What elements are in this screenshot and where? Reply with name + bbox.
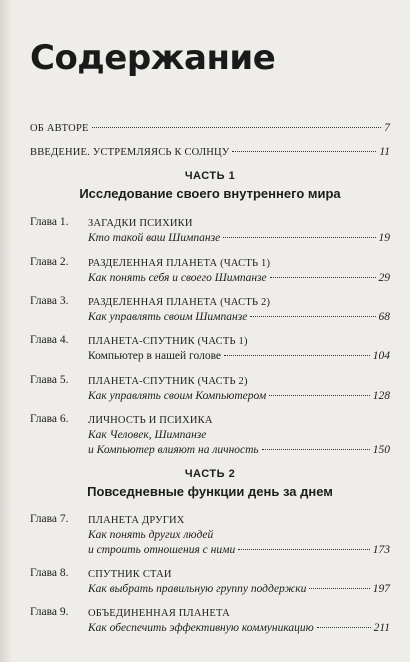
chapter-title: ПЛАНЕТА-СПУТНИК (ЧАСТЬ 1) [88, 336, 248, 347]
part-1-number: ЧАСТЬ 1 [184, 170, 236, 182]
chapter-label: Глава 6. [30, 413, 69, 425]
part-2-title: Повседневные функции день за днем [87, 484, 333, 499]
page-title: Содержание [30, 38, 276, 78]
toc-page-number: 173 [372, 544, 390, 556]
chapter-label: Глава 2. [30, 256, 69, 268]
toc-page-number: 211 [373, 622, 390, 634]
chapter-subtitle-line: Как понять других людей [88, 529, 214, 541]
chapter-subtitle-line: Как управлять своим Компьютером 128 [88, 390, 390, 402]
chapter-subtitle-line: Как управлять своим Шимпанзе 68 [88, 311, 390, 323]
chapter-label: Глава 7. [30, 513, 69, 525]
dot-leader [317, 627, 371, 628]
dot-leader [232, 151, 376, 152]
chapter-label: Глава 4. [30, 334, 69, 346]
toc-entry-title: ВВЕДЕНИЕ. УСТРЕМЛЯЯСЬ К СОЛНЦУ [30, 147, 230, 158]
dot-leader [269, 395, 370, 396]
toc-entry-title: ОБ АВТОРЕ [30, 123, 89, 134]
part-2-number: ЧАСТЬ 2 [184, 468, 236, 480]
chapter-subtitle-line: и Компьютер влияют на личность 150 [88, 444, 390, 456]
dot-leader [238, 549, 370, 550]
toc-entry-introduction[interactable] [30, 146, 390, 158]
toc-page-number: 104 [372, 350, 390, 362]
chapter-subtitle-line: Как обеспечить эффективную коммуникацию 211 [88, 622, 390, 634]
chapter-label: Глава 3. [30, 295, 69, 307]
toc-page-number: 29 [378, 272, 390, 284]
chapter-label: Глава 1. [30, 216, 69, 228]
chapter-label: Глава 5. [30, 374, 69, 386]
chapter-title: ОБЪЕДИНЕННАЯ ПЛАНЕТА [88, 608, 230, 619]
chapter-label: Глава 9. [30, 606, 69, 618]
toc-entry-about-author[interactable] [30, 122, 390, 134]
dot-leader [92, 127, 382, 128]
chapter-subtitle-line: Как понять себя и своего Шимпанзе 29 [88, 272, 390, 284]
toc-page-number: 150 [372, 444, 390, 456]
chapter-title: ЗАГАДКИ ПСИХИКИ [88, 218, 193, 229]
chapter-title: ПЛАНЕТА-СПУТНИК (ЧАСТЬ 2) [88, 376, 248, 387]
dot-leader [250, 316, 375, 317]
chapter-title: СПУТНИК СТАИ [88, 569, 172, 580]
toc-page-number: 68 [378, 311, 390, 323]
chapter-subtitle-line: Как Человек, Шимпанзе [88, 429, 207, 441]
toc-page-number: 7 [384, 122, 390, 134]
dot-leader [262, 449, 370, 450]
chapter-label: Глава 8. [30, 567, 69, 579]
dot-leader [270, 277, 376, 278]
dot-leader [223, 237, 375, 238]
chapter-title: РАЗДЕЛЕННАЯ ПЛАНЕТА (ЧАСТЬ 1) [88, 258, 271, 269]
toc-page-number: 11 [379, 146, 390, 158]
chapter-subtitle-line: и строить отношения с ними 173 [88, 544, 390, 556]
toc-page-number: 19 [378, 232, 390, 244]
toc-page-number: 197 [372, 583, 390, 595]
chapter-subtitle-line: Как выбрать правильную группу поддержки 197 [88, 583, 390, 595]
page-binding-shadow [0, 0, 12, 662]
part-1-title: Исследование своего внутреннего мира [79, 186, 341, 201]
toc-page-number: 128 [372, 390, 390, 402]
dot-leader [224, 355, 370, 356]
chapter-title: ЛИЧНОСТЬ И ПСИХИКА [88, 415, 213, 426]
dot-leader [309, 588, 369, 589]
chapter-subtitle-line: Кто такой ваш Шимпанзе 19 [88, 232, 390, 244]
contents-page [30, 0, 390, 662]
chapter-subtitle-line: Компьютер в нашей голове 104 [88, 350, 390, 362]
chapter-title: РАЗДЕЛЕННАЯ ПЛАНЕТА (ЧАСТЬ 2) [88, 297, 271, 308]
chapter-title: ПЛАНЕТА ДРУГИХ [88, 515, 185, 526]
